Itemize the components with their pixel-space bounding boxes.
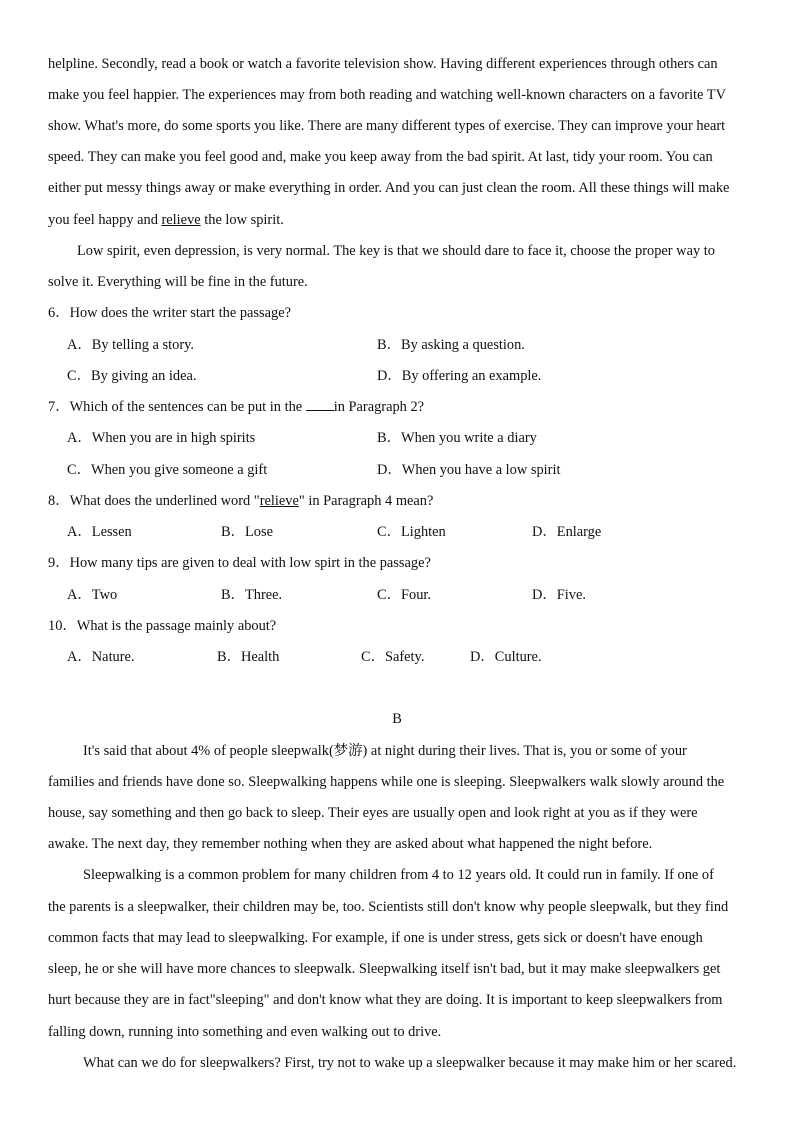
text-line bbox=[48, 210, 284, 230]
option-8d: D．Enlarge bbox=[532, 524, 602, 540]
option-8c: C．Lighten bbox=[377, 524, 446, 540]
option-9c: C．Four. bbox=[377, 587, 431, 603]
question-8-stem bbox=[48, 491, 433, 511]
option-10a: A．Nature. bbox=[67, 649, 135, 665]
text-line: make you feel happier. The experiences may from both reading and watching well-known characters on a favorite TV bbox=[48, 87, 726, 103]
option-8b: B．Lose bbox=[221, 524, 273, 540]
text-line: falling down, running into something and even walking out to drive. bbox=[48, 1024, 442, 1040]
option-7a: A．When you are in high spirits bbox=[67, 430, 256, 446]
text-line: common facts that may lead to sleepwalking. For example, if one is under stress, gets sick or doesn't have enough bbox=[48, 930, 703, 946]
text-line: families and friends have done so. Sleepwalking happens while one is sleeping. Sleepwalkers walk slowly around the bbox=[48, 774, 725, 790]
option-9b: B．Three. bbox=[221, 587, 283, 603]
question-6-stem: 6．How does the writer start the passage? bbox=[48, 305, 291, 321]
text-line: either put messy things away or make everything in order. And you can just clean the room. All these things will make bbox=[48, 180, 730, 196]
option-10b: B．Health bbox=[217, 649, 280, 665]
underlined-word: relieve bbox=[259, 493, 299, 509]
question-7-stem bbox=[48, 397, 424, 417]
text-line: awake. The next day, they remember nothing when they are asked about what happened the night before. bbox=[48, 836, 653, 852]
text-line: Low spirit, even depression, is very normal. The key is that we should dare to face it, choose the proper way to bbox=[77, 243, 715, 259]
text-line: solve it. Everything will be fine in the future. bbox=[48, 274, 308, 290]
text-line: It's said that about 4% of people sleepwalk(梦游) at night during their lives. That is, you or some of your bbox=[83, 743, 687, 759]
option-6c: C．By giving an idea. bbox=[67, 368, 197, 384]
text-segment: 7．Which of the sentences can be put in the bbox=[48, 399, 306, 415]
text-line: house, say something and then go back to sleep. Their eyes are usually open and look right at you as if they were bbox=[48, 805, 698, 821]
section-heading: B bbox=[392, 711, 402, 727]
text-segment: in Paragraph 2? bbox=[333, 399, 425, 415]
text-segment: you feel happy and bbox=[48, 212, 162, 228]
option-6b: B．By asking a question. bbox=[377, 337, 525, 353]
answer-blank bbox=[306, 397, 334, 411]
text-segment: the low spirit. bbox=[200, 212, 284, 228]
text-line: show. What's more, do some sports you like. There are many different types of exercise. They can improve your heart bbox=[48, 118, 726, 134]
text-segment: " in Paragraph 4 mean? bbox=[298, 493, 434, 509]
text-line: sleep, he or she will have more chances to sleepwalk. Sleepwalking itself isn't bad, but it may make sleepwalkers get bbox=[48, 961, 721, 977]
option-6d: D．By offering an example. bbox=[377, 368, 542, 384]
option-10c: C．Safety. bbox=[361, 649, 425, 665]
question-9-stem: 9．How many tips are given to deal with low spirt in the passage? bbox=[48, 555, 431, 571]
option-6a: A．By telling a story. bbox=[67, 337, 194, 353]
option-10d: D．Culture. bbox=[470, 649, 542, 665]
option-9d: D．Five. bbox=[532, 587, 586, 603]
option-7d: D．When you have a low spirit bbox=[377, 462, 561, 478]
text-line: hurt because they are in fact"sleeping" and don't know what they are doing. It is important to keep sleepwalkers from bbox=[48, 992, 723, 1008]
underlined-word: relieve bbox=[161, 212, 201, 228]
text-line: speed. They can make you feel good and, make you keep away from the bad spirit. At last, tidy your room. You can bbox=[48, 149, 713, 165]
text-line: Sleepwalking is a common problem for many children from 4 to 12 years old. It could run in family. If one of bbox=[83, 867, 714, 883]
text-segment: 8．What does the underlined word " bbox=[48, 493, 260, 509]
option-7c: C．When you give someone a gift bbox=[67, 462, 268, 478]
text-line: the parents is a sleepwalker, their children may be, too. Scientists still don't know why people sleepwalk, but they find bbox=[48, 899, 729, 915]
text-line: What can we do for sleepwalkers? First, try not to wake up a sleepwalker because it may make him or her scared. bbox=[83, 1055, 737, 1071]
option-9a: A．Two bbox=[67, 587, 118, 603]
text-line: helpline. Secondly, read a book or watch a favorite television show. Having different experiences through others can bbox=[48, 56, 718, 72]
option-7b: B．When you write a diary bbox=[377, 430, 537, 446]
option-8a: A．Lessen bbox=[67, 524, 132, 540]
question-10-stem: 10．What is the passage mainly about? bbox=[48, 618, 277, 634]
